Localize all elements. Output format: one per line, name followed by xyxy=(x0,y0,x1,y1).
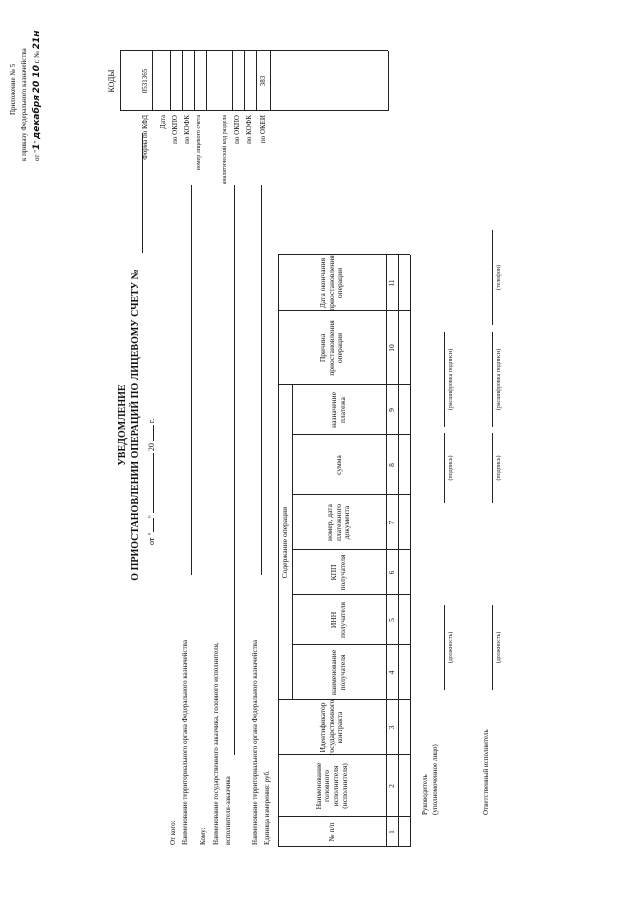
appendix-year: 20 10 xyxy=(32,65,42,94)
to-org-label-1: Наименование государственного заказчика, головного исполнителя, xyxy=(212,642,220,845)
column-number: 9 xyxy=(386,408,396,412)
column-number: 3 xyxy=(386,725,396,730)
table-number-row-bottom xyxy=(398,255,399,847)
head-signature-line xyxy=(444,433,445,503)
codes-row-line xyxy=(232,51,233,111)
document-date: от "" 20 г. xyxy=(147,418,156,545)
codes-row-line xyxy=(244,51,245,111)
head-position-caption: (должность) xyxy=(448,631,454,664)
column-header: № п/п xyxy=(326,822,336,842)
document-title: УВЕДОМЛЕНИЕ xyxy=(117,384,128,466)
content-group-header: Содержание операции xyxy=(279,506,289,579)
tofk-label: Наименование территориального органа Федерального казначейства xyxy=(251,640,259,845)
to-org-line xyxy=(234,185,235,755)
head-decryption-caption: (расшифровка подписи) xyxy=(448,348,454,411)
to-label: Кому: xyxy=(199,827,207,845)
codes-bottom-border xyxy=(388,51,389,111)
codes-header: КОДЫ xyxy=(107,69,116,93)
tofk-line xyxy=(261,185,262,575)
column-number: 4 xyxy=(386,670,396,675)
codes-label: Форма по КФД xyxy=(141,115,149,160)
head-position-line xyxy=(444,605,445,690)
exec-signature-caption: (подпись) xyxy=(496,455,502,481)
executor-label: Ответственный исполнитель xyxy=(482,729,490,815)
column-number: 8 xyxy=(386,463,396,467)
column-header: ИНН получателя xyxy=(329,602,347,638)
codes-value: 383 xyxy=(259,75,267,87)
codes-left-border xyxy=(120,110,388,111)
exec-decryption-caption: (расшифровка подписи) xyxy=(496,348,502,411)
column-number: 11 xyxy=(386,279,396,287)
codes-rule xyxy=(120,51,121,111)
head-decryption-line xyxy=(444,332,445,427)
codes-value: 0531365 xyxy=(141,68,149,94)
codes-row-line xyxy=(206,51,207,111)
column-header: наименование получателя xyxy=(329,649,347,696)
codes-row-line xyxy=(170,51,171,111)
column-number: 5 xyxy=(386,618,396,622)
appendix-day: 1 xyxy=(32,143,42,150)
exec-signature-line xyxy=(492,433,493,503)
exec-position-caption: (должность) xyxy=(496,631,502,664)
codes-row-line xyxy=(270,51,271,111)
codes-label: по КОФК xyxy=(245,115,253,144)
head-label: Руководитель xyxy=(421,774,429,815)
codes-row-line xyxy=(256,51,257,111)
column-header: назначение платежа xyxy=(329,392,347,428)
column-number: 6 xyxy=(386,570,396,575)
table-bottom-border xyxy=(410,255,411,847)
appendix-month: декабря xyxy=(32,94,42,140)
column-header: сумма xyxy=(333,455,343,475)
codes-label: аналитический код раздела xyxy=(222,115,228,185)
exec-decryption-line xyxy=(492,332,493,427)
codes-row-line xyxy=(182,51,183,111)
from-label: От кого: xyxy=(169,820,177,845)
column-header: Идентификатор государственного контракта xyxy=(318,699,345,756)
codes-row-line xyxy=(152,51,153,111)
head-signature-caption: (подпись) xyxy=(448,455,454,481)
codes-label: номер лицевого счета xyxy=(196,115,202,171)
codes-label: по КОФК xyxy=(183,115,191,144)
appendix-line3: от "1" декабря 20 10 г. № 21н xyxy=(32,30,42,161)
exec-position-line xyxy=(492,605,493,690)
appendix-number: 21н xyxy=(32,30,42,50)
codes-label: по ОКПО xyxy=(233,115,241,144)
document-subtitle: О ПРИОСТАНОВЛЕНИИ ОПЕРАЦИЙ ПО ЛИЦЕВОМУ СЧЕТУ № xyxy=(130,269,141,581)
column-header: КПП получателя xyxy=(329,554,347,591)
to-org-label-2: исполнителя-заказчика xyxy=(224,776,232,845)
unit-label: Единица измерения: руб. xyxy=(263,770,271,845)
column-number: 2 xyxy=(386,784,396,788)
column-number: 7 xyxy=(386,520,396,525)
column-number: 1 xyxy=(386,830,396,834)
column-header: Причина приостановления операции xyxy=(318,320,345,376)
column-header: Наименование головного исполнителя (исполнителя) xyxy=(313,762,349,810)
head-sublabel: (уполномоченное лицо) xyxy=(431,744,439,815)
codes-right-border xyxy=(120,50,388,51)
from-org-line xyxy=(191,185,192,575)
column-header: Дата окончания приостановления операции xyxy=(318,255,345,311)
exec-phone-line xyxy=(492,230,493,325)
column-number: 10 xyxy=(386,344,396,352)
codes-row-line xyxy=(194,51,195,111)
column-header: номер, дата платежного документа xyxy=(325,503,352,542)
exec-phone-caption: (телефон) xyxy=(496,264,502,291)
codes-label: по ОКПО xyxy=(171,115,179,144)
codes-label: Дата xyxy=(159,115,167,129)
appendix-line1: Приложение № 5 xyxy=(9,63,17,115)
codes-label: по ОКЕИ xyxy=(259,115,267,144)
from-org-label: Наименование территориального органа Федерального казначейства xyxy=(181,640,189,845)
appendix-line2: к приказу Федерального казначейства xyxy=(20,48,28,161)
